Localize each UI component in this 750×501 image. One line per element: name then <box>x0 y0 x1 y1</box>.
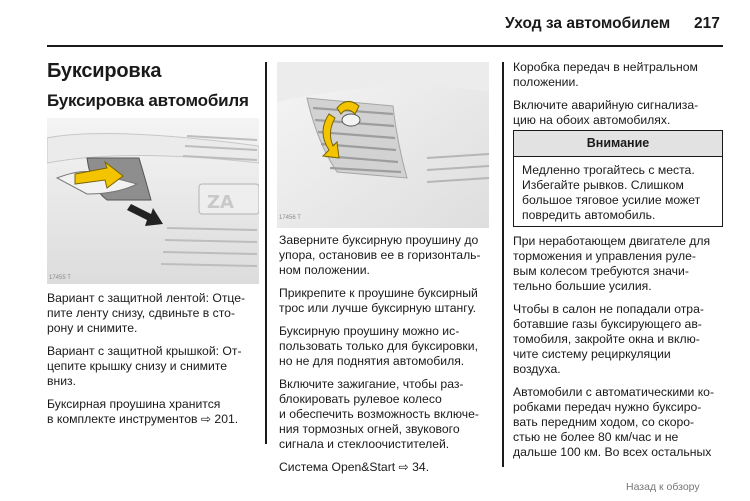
paragraph: Буксирная проушина хранится в комплекте инструментов ⇨ 201. <box>47 397 239 426</box>
cross-reference-link[interactable]: Система Open&Start ⇨ 34. <box>279 460 430 474</box>
figure-tow-eye <box>277 62 489 228</box>
back-to-overview-link[interactable]: Назад к обзору <box>626 481 700 493</box>
running-header-title: Уход за автомобилем <box>505 15 671 32</box>
figure-bumper-cover <box>47 118 259 284</box>
paragraph: Автомобили с автоматическими ко- робками передач нужно буксиро- вать передним ходом, со скоро- стью не более 80 км/час и не дальше 100 км. Во всех остальных <box>513 385 715 459</box>
column-divider-1 <box>265 62 267 444</box>
paragraph: Коробка передач в нейтральном положении. <box>513 60 698 89</box>
figure-code: 17456 T <box>279 215 301 221</box>
page-number: 217 <box>694 15 720 32</box>
column-2-text <box>279 233 481 483</box>
warning-text: Медленно трогайтесь с места. Избегайте рывков. Слишком большое тяговое усилие может повредить автомобиль. <box>522 163 701 222</box>
warning-title: Внимание <box>514 131 722 157</box>
column-3-text <box>513 60 698 136</box>
paragraph: Заверните буксирную проушину до упора, остановив ее в горизонталь- ном положении. <box>279 233 481 277</box>
subsection-title: Буксировка автомобиля <box>47 91 249 110</box>
paragraph: Вариант с защитной лентой: Отце- пите ленту снизу, сдвиньте в сто- рону и снимите. <box>47 291 246 335</box>
column-3-text-lower <box>513 234 714 468</box>
paragraph <box>279 460 481 475</box>
column-divider-2 <box>502 62 504 467</box>
paragraph: Включите зажигание, чтобы раз- блокировать рулевое колесо и обеспечить возможность включе- ния тормозных огней, звукового сигнала и стеклоочистителей. <box>279 377 479 451</box>
paragraph: Включите аварийную сигнализа- цию на обоих автомобилях. <box>513 98 699 127</box>
paragraph: Прикрепите к проушине буксирный трос или лучше буксирную штангу. <box>279 286 478 315</box>
section-title: Буксировка <box>47 60 162 82</box>
warning-box <box>513 130 723 227</box>
paragraph: Чтобы в салон не попадали отра- ботавшие газы буксирующего ав- томобиля, закройте окна и вклю- чите систему рециркуляции воздуха. <box>513 302 704 376</box>
paragraph: При неработающем двигателе для торможения и управления руле- вым колесом требуются значи- тельно большие усилия. <box>513 234 711 293</box>
paragraph: Вариант с защитной крышкой: От- цепите крышку снизу и снимите вниз. <box>47 344 242 388</box>
column-1-text <box>47 291 245 435</box>
header-rule <box>47 45 723 47</box>
figure-code: 17455 T <box>49 275 71 281</box>
svg-text:ZA: ZA <box>207 192 234 213</box>
paragraph: Буксирную проушину можно ис- пользовать только для буксировки, но не для поднятия автомобиля. <box>279 324 478 368</box>
